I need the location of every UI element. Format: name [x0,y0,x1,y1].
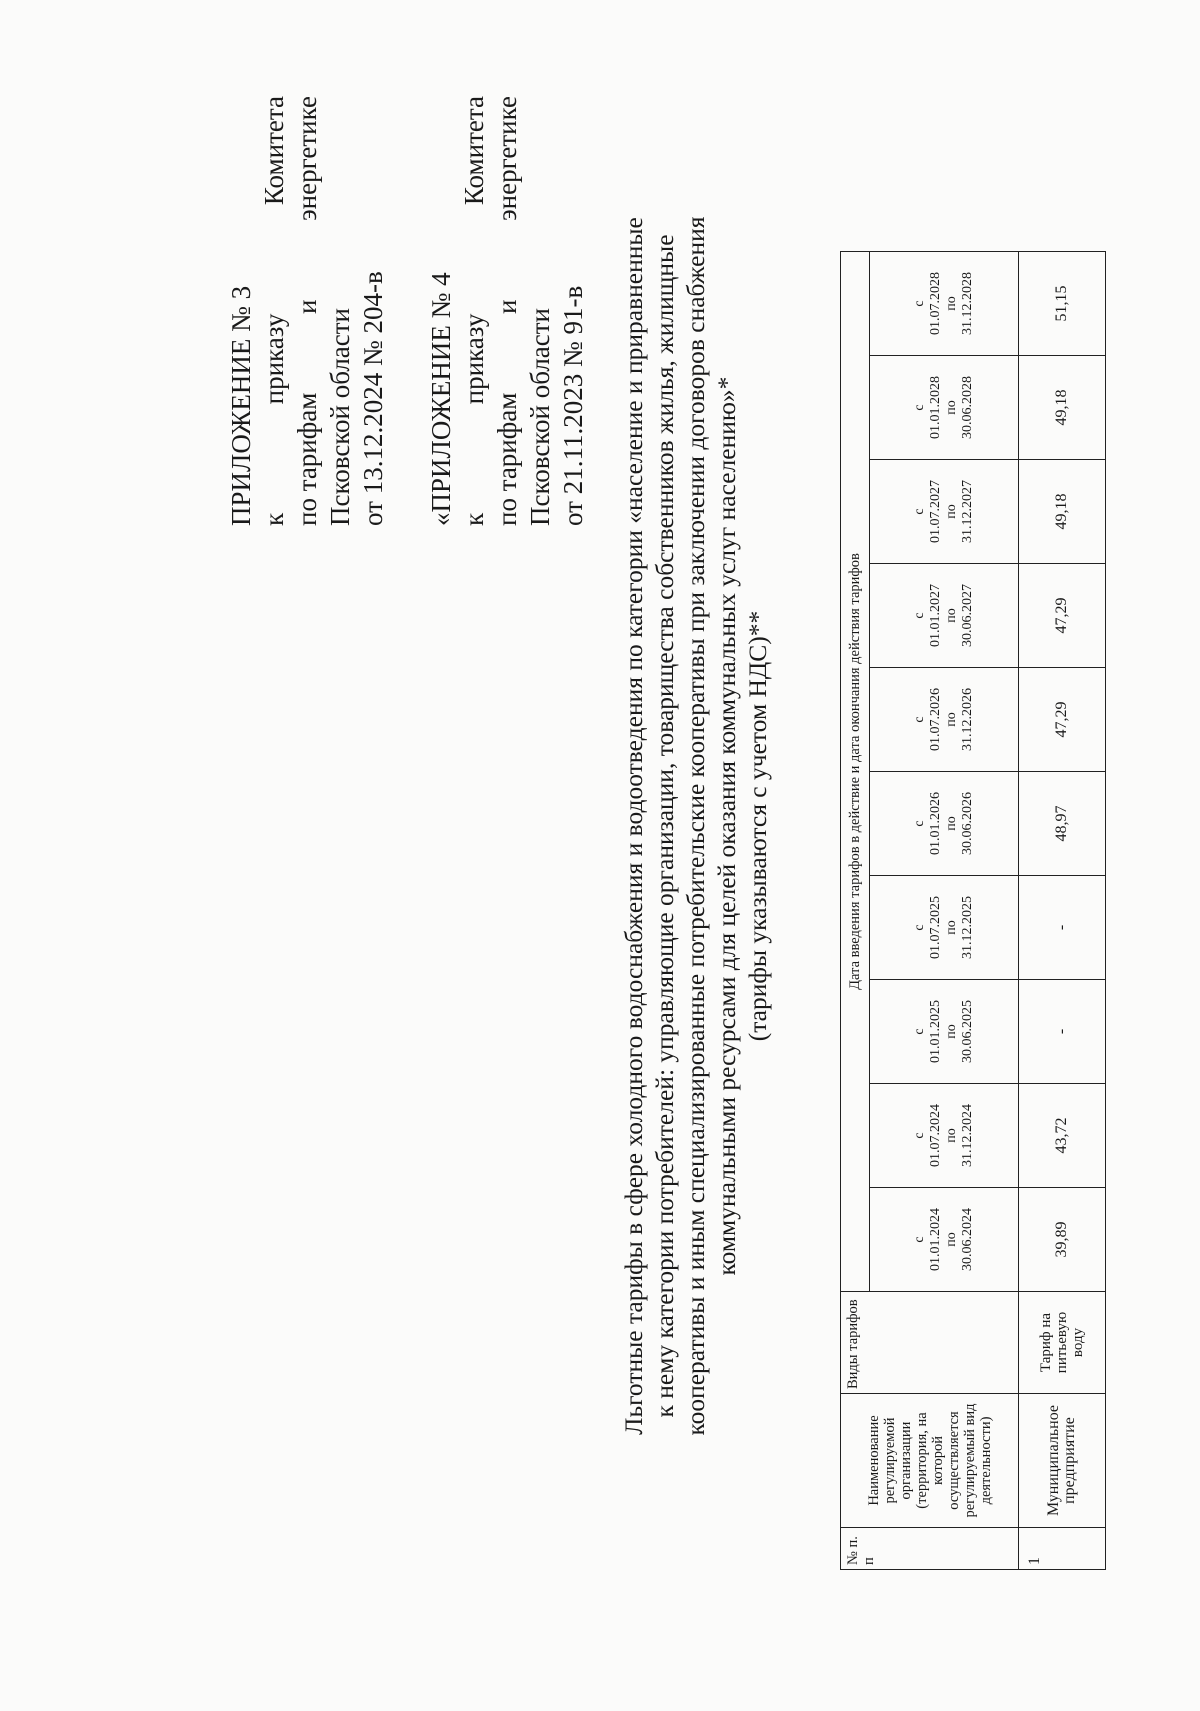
period-from: 01.07.2028 [928,272,943,335]
header-text: по тарифам [492,392,522,526]
period-from: 01.01.2026 [928,792,943,855]
header-text: к [459,512,489,526]
header-tariff-kind: Виды тарифов [841,1292,1019,1394]
tariff-value: 49,18 [1019,356,1106,460]
header-text: энергетике [292,96,322,221]
appendix-header-4 [425,96,590,526]
header-text: приказу [459,313,489,405]
period-header [870,252,1019,356]
period-to: 30.06.2024 [960,1208,975,1271]
period-from-word: с [912,404,927,411]
period-to-word: по [944,1232,959,1247]
period-from-word: с [912,508,927,515]
row-number: 1 [1019,1528,1106,1570]
period-to: 31.12.2025 [960,896,975,959]
period-to: 31.12.2027 [960,480,975,543]
header-organization: Наименование регулируемой организации (территория, на которой осуществляется регулируемый вид деятельности) [841,1394,1019,1528]
tariff-table [840,251,1106,1570]
header-text: Комитета [259,96,289,206]
header-text: приказу [259,313,289,405]
period-header [870,460,1019,564]
period-header [870,668,1019,772]
order-date: от 13.12.2024 № 204-в [358,271,388,526]
period-from-word: с [912,716,927,723]
title-line: коммунальными ресурсами для целей оказания коммунальных услуг населению»* [712,376,741,1276]
header-text: к [259,512,289,526]
period-from-word: с [912,612,927,619]
title-line: Льготные тарифы в сфере холодного водоснабжения и водоотведения по категории «население и приравненные [619,217,648,1435]
tariff-value: - [1019,980,1106,1084]
period-from-word: с [912,300,927,307]
period-to-word: по [944,504,959,519]
period-from-word: с [912,820,927,827]
tariff-value: 51,15 [1019,252,1106,356]
header-number: № п. п [841,1528,1019,1570]
period-from: 01.07.2024 [928,1104,943,1167]
period-header [870,1188,1019,1292]
period-from: 01.01.2024 [928,1208,943,1271]
tariff-value: - [1019,876,1106,980]
tariff-value: 47,29 [1019,564,1106,668]
header-text: и [492,299,522,315]
period-from-word: с [912,1132,927,1139]
title-line: к нему категории потребителей: управляющие организации, товарищества собственников жилья, жилищные [650,234,679,1418]
appendix-title: ПРИЛОЖЕНИЕ № 3 [226,285,256,526]
header-text: Псковской области [525,307,555,526]
period-to-word: по [944,1128,959,1143]
title-line: (тарифы указываются с учетом НДС)** [743,610,772,1042]
period-to: 31.12.2024 [960,1104,975,1167]
period-header [870,1084,1019,1188]
tariff-value: 47,29 [1019,668,1106,772]
tariff-value: 49,18 [1019,460,1106,564]
period-to-word: по [944,296,959,311]
period-header [870,356,1019,460]
period-from: 01.07.2027 [928,480,943,543]
header-text: Комитета [459,96,489,206]
period-to: 31.12.2026 [960,688,975,751]
appendix-header-3 [225,96,390,526]
period-from: 01.07.2026 [928,688,943,751]
period-from: 01.01.2027 [928,584,943,647]
period-from: 01.01.2028 [928,376,943,439]
period-to-word: по [944,1024,959,1039]
period-to: 30.06.2025 [960,1000,975,1063]
period-header [870,980,1019,1084]
period-to-word: по [944,712,959,727]
tariff-value: 43,72 [1019,1084,1106,1188]
tariff-value: 48,97 [1019,772,1106,876]
period-from: 01.07.2025 [928,896,943,959]
period-to-word: по [944,400,959,415]
header-dates: Дата введения тарифов в действие и дата окончания действия тарифов [841,252,870,1292]
header-text: Псковской области [325,307,355,526]
period-from-word: с [912,924,927,931]
appendix-title: «ПРИЛОЖЕНИЕ № 4 [426,272,456,526]
period-header [870,876,1019,980]
header-text: по тарифам [292,392,322,526]
title-line: кооперативы и иным специализированные потребительские кооперативы при заключении договоров снабжения [681,216,710,1436]
order-date: от 21.11.2023 № 91-в [558,285,588,526]
period-from-word: с [912,1236,927,1243]
period-to: 30.06.2026 [960,792,975,855]
period-header [870,564,1019,668]
tariff-value: 39,89 [1019,1188,1106,1292]
period-to-word: по [944,920,959,935]
tariff-kind: Тариф на питьевую воду [1019,1292,1106,1394]
period-to-word: по [944,816,959,831]
header-text: и [292,299,322,315]
header-text: энергетике [492,96,522,221]
period-to: 30.06.2027 [960,584,975,647]
organization-name: Муниципальное предприятие [1019,1394,1106,1528]
period-header [870,772,1019,876]
period-from-word: с [912,1028,927,1035]
document-title [618,91,773,1561]
period-from: 01.01.2025 [928,1000,943,1063]
period-to-word: по [944,608,959,623]
period-to: 31.12.2028 [960,272,975,335]
period-to: 30.06.2028 [960,376,975,439]
